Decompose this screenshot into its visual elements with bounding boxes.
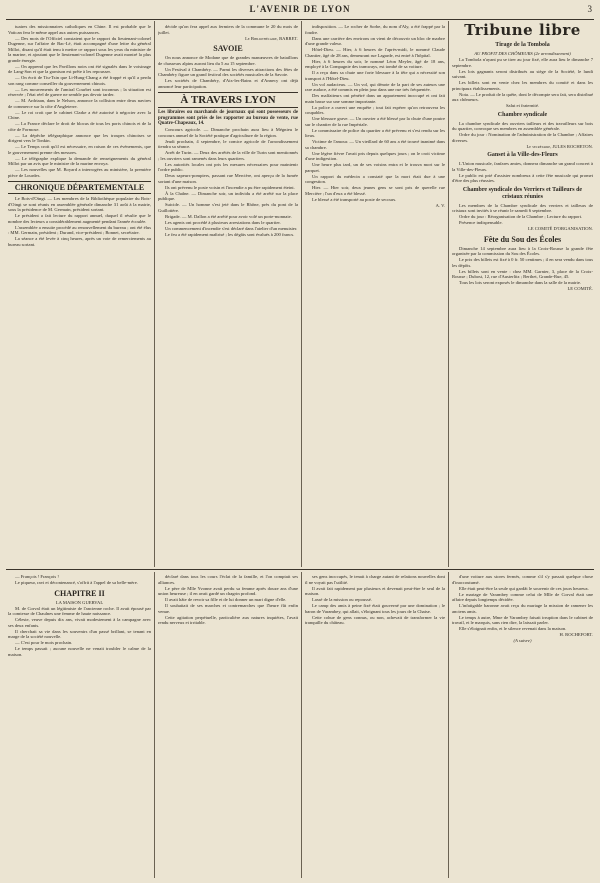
paragraph: Jeudi prochain, 4 septembre, le comice agricole de l'arrondissement tiendra sa séance.: [158, 138, 298, 149]
travers-heading: À TRAVERS LYON: [158, 92, 298, 108]
ecoles-body: [452, 246, 593, 286]
news-briefs: [8, 24, 151, 178]
paragraph: — Le Temps croit qu'il est nécessaire, en raison de ces événements, que le gouvernement prenne des mesures.: [8, 144, 151, 155]
paragraph: La Tombola n'ayant pu se tirer au jour fixé, elle aura lieu le dimanche 7 septembre.: [452, 57, 593, 68]
paragraph: Un commencement d'incendie s'est déclaré dans l'atelier d'un menuisier.: [165, 225, 298, 231]
paragraph: — La France déclare le droit de blocus de tous les ports chinois et de la côte de Formose.: [8, 121, 151, 132]
paragraph: L'infatigable baronne avait reçu du mariage la mission de ramener les anciens amis.: [452, 603, 593, 614]
paragraph: Le temps à autre, Mme de Varambey faisait irruption dans le cabinet de travail, et le marquis, sans rien dire, la laissait parler.: [452, 614, 593, 625]
paragraph: tuaires des missionnaires catholiques en Chine. Il est probable que le Vatican fera le même appel aux autres puissances.: [8, 24, 151, 35]
author-signature: H. ROCHEFORT.: [559, 632, 593, 637]
paragraph: Le prix des billets est fixé à 0 fr. 50 centimes ; il en sera vendu dans tous les dépôts.: [452, 257, 593, 268]
paragraph: Les autorités locales ont pris les mesures nécessaires pour maintenir l'ordre public.: [158, 161, 298, 172]
paragraph: Le public est prié d'assister nombreux à cette fête musicale qui promet d'être des plus réussies.: [452, 172, 593, 183]
paragraph: décide qu'on fera appel aux fermiers de la commune le 20 du mois de juillet.: [158, 24, 298, 35]
verriers-body: [452, 203, 593, 226]
paragraph: Il avait hâte de revoir sa fille et de lui donner un mari digne d'elle.: [165, 597, 287, 602]
column-2: [158, 24, 298, 566]
paragraph: Une blessure grave. — Un ouvrier a été blessé par la chute d'une poutre sur le chantier de la rue Impériale.: [305, 116, 445, 127]
paragraph: Les lots gagnants seront distribués au siège de la Société, le lundi suivant.: [452, 68, 593, 79]
paragraph: L'Union musicale, fanfares amies, donnera dimanche un grand concert à la Ville-des-Fleurs.: [452, 161, 593, 172]
paragraph: Victime de l'amour. — Un vieillard de 60 ans a été trouvé inanimé dans sa chambre.: [305, 139, 445, 150]
paragraph: Le Bois-d'Oingt. — Les membres de la Bibliothèque populaire du Bois-d'Oingt se sont réunis en assemblée générale dimanche 31 août à la mairie, sous la présidence de M. Germain, président sortant.: [8, 196, 151, 212]
paragraph: Un Festival à Chambéry. — Parmi les diverses attractions des fêtes de Chambéry figure un grand festival des sociétés musicales de la Savoie.: [158, 66, 298, 77]
signature: Le Bibliothécaire, BARRET.: [245, 35, 298, 41]
ganset-body: [452, 161, 593, 184]
savoie-body: [158, 55, 298, 89]
paragraph: — Les nouvelles que M. Boyard a interrogées au ministère, la première pièce de Lourdes.: [8, 167, 151, 178]
ganset-heading: Ganset à la Ville-des-Fleurs: [487, 152, 558, 158]
travers-lead: Les libraires ou marchands de journaux qui sont possesseurs de programmes sont priés de les rapporter au bureau de vente, rue Quatre-Chapeaux, 14.: [158, 110, 298, 126]
to-be-continued: (A suivre): [513, 638, 532, 643]
paragraph: Hier. — Hier soir, deux jeunes gens se sont pris de querelle rue Mercière ; l'un d'eux a été blessé.: [305, 185, 445, 196]
paragraph: — C'est pour le mois prochain.: [15, 640, 73, 645]
paragraph: Tous les lots seront exposés le dimanche dans la salle de la mairie.: [459, 280, 582, 285]
paragraph: — Le roi croit que le cabinet Clarke a été autorisé à négocier avec la Chine.: [8, 109, 151, 120]
travers-body: [158, 127, 298, 237]
paragraph: Lassé de la mission ou repoussé.: [312, 597, 372, 602]
paragraph: — La dépêche télégraphique annonce que les troupes chinoises se dirigent vers le Tonkin.: [8, 132, 151, 143]
paragraph: L'assemblée a ensuite procédé au renouvellement du bureau ; ont été élus : MM. Germain, président ; Durand, vice-président ; Bonnet, secrétaire.: [8, 224, 151, 235]
paragraph: Arrêt de Turin. — Deux des arrêtés de la ville de Turin sont mentionnés ; les ouvriers sont ramenés dans leurs quartiers.: [158, 150, 298, 161]
chronicle-body: [8, 196, 151, 247]
header-rule: [6, 19, 594, 20]
column-4: [452, 22, 593, 566]
paragraph: Le mariage de Varambey comme celui de Mlle de Corval était une affaire depuis longtemps décidée.: [452, 591, 593, 602]
paragraph: Hier, à 6 heures du soir, le nommé Léon Meyler, âgé de 18 ans, employé à la Compagnie des tramways, est tombé de sa voiture.: [305, 58, 445, 69]
paragraph: On nous annonce de Modane que de grandes manœuvres de bataillons de chasseurs alpins auront lieu du 5 au 15 septembre.: [158, 55, 298, 66]
ecoles-heading: Fête du Sou des Écoles: [483, 234, 562, 244]
paragraph: Les billets sont en vente : chez MM. Garnier, 3, place de la Croix-Rousse ; Dubost, 12, rue d'Austerlitz ; Berthet, Grande-Rue, 45.: [452, 268, 593, 279]
paragraph: — On écrit de Tiu-Tsin que Li-Hung-Chang a été frappé et qu'il a perdu son rang comme conseiller du gouvernement chinois.: [8, 75, 151, 86]
col2-intro: [158, 24, 298, 35]
column-rule: [154, 21, 155, 567]
paragraph: Concours agricole. — Dimanche prochain aura lieu à Mégnieu le concours annuel de la Société pratique d'agriculture de la région.: [158, 127, 298, 138]
paragraph: d'une voiture aux stores fermés, comme s'il s'y passait quelque chose d'inaccoutumé.: [452, 574, 593, 585]
paragraph: Les billets sont en vente chez les membres du comité et dans les principaux établissements.: [452, 80, 593, 91]
column-rule: [448, 21, 449, 567]
paragraph: — Le télégraphe explique la demande de renseignements du général Millot par un avis que le ministre de la marine envoya.: [8, 155, 151, 166]
feuilleton-column-1: [8, 574, 151, 878]
paragraph: — M. Ardriaan, dans le Nelson, annonce la collision entre deux navires de commerce sur la côte d'Angleterre.: [8, 98, 151, 109]
chapter-heading: CHAPITRE II: [54, 588, 105, 598]
paragraph: M. de Corval était un légitimiste de l'ancienne roche. Il avait épousé par la comtesse de Chaulnes une femme de haute naissance.: [8, 605, 151, 616]
paragraph: À la Chaîne. — Dimanche soir, un individu a été arrêté sur la place publique.: [158, 190, 298, 201]
tribune-heading: Tribune libre: [464, 22, 581, 39]
paragraph: Cette cohue de gens connus, ou non, achevait de transformer la vie tranquille du château.: [305, 614, 445, 625]
paragraph: — Des mots de l'Officiel constatent que le rapport du lieutenant-colonel Dugenne, sur l'affaire de Bac-Lé, était accompagné d'une lettre du général Millot, disant qu'il était tenu à mettre ce rapport sous les yeux du ministre de la marine, et ajoutant que le lieutenant-colonel Dugenne avait montré la plus grande énergie.: [8, 35, 151, 63]
signature: Le secrétaire, JULES ROCHETON.: [526, 143, 593, 149]
chambre-heading: Chambre syndicale: [497, 111, 548, 118]
paragraph: Des malfaiteurs ont pénétré dans un appartement inoccupé et ont fait main basse sur une somme importante.: [305, 93, 445, 104]
paragraph: La police a ouvert une enquête ; tout fait espérer qu'on retrouvera les coupables.: [305, 104, 445, 115]
column-3: [305, 24, 445, 566]
paragraph: Présence indispensable.: [459, 220, 503, 225]
paragraph: Un rapport du médecin a constaté que la mort était due à une congestion.: [305, 173, 445, 184]
paragraph: — Les mouvements de l'amiral Courbet sont inconnus ; la situation est réservée ; l'état réel de guerre ne semble pas devoir tarder.: [8, 86, 151, 97]
paragraph: Deux sapeurs-pompiers, passant rue Mercière, ont aperçu de la fumée sortant d'une maison.: [158, 173, 298, 184]
paragraph: Céleste, veuve depuis dix ans, vivait modestement à la campagne avec ses deux enfants.: [8, 617, 151, 628]
paragraph: Ordre du jour : Réorganisation de la Chambre ; Lecture du rapport.: [459, 214, 583, 219]
paragraph: Le temps passait ; aucune nouvelle ne venait troubler le calme de la maison.: [8, 646, 151, 657]
paragraph: Suicide. — Un homme s'est jeté dans le Rhône, près du pont de la Guillotière.: [158, 202, 298, 213]
paragraph: — François ! François !: [15, 574, 59, 579]
feuilleton-column-4: [452, 574, 593, 878]
paragraph: Elle était peut-être la seule qui gardât le souvenir de ces jours heureux.: [459, 585, 589, 591]
feuilleton-text: [452, 574, 593, 632]
chronicle-heading: CHRONIQUE DÉPARTEMENTALE: [8, 181, 151, 194]
paragraph: Hôtel-Dieu. — Hier, à 6 heures de l'après-midi, le nommé Claude Chantier, âgé de 28 ans, demeurant rue Lagarde, est entré à l'hôpital.: [305, 47, 445, 58]
column-rule: [301, 21, 302, 567]
paragraph: Dimanche 14 septembre aura lieu à la Croix-Rousse la grande fête organisée par la commission du Sou des Écoles.: [452, 245, 593, 256]
loterie-heading: Tirage de la Tombola: [495, 42, 550, 48]
newspaper-title: L'AVENIR DE LYON: [249, 4, 351, 14]
paragraph: Cette agitation perpétuelle, particulière aux natures inquiètes, l'avait rendu nerveux et irritable.: [158, 614, 298, 625]
paragraph: Une légère fièvre l'avait pris depuis quelques jours ; on le croit victime d'une indigestion.: [305, 150, 445, 161]
paragraph: Le camp des amis à peine fixé était gouverné par une domination ; le baron de Varambey, qui allait, s'éloignant tous les jours de la Chaise.: [305, 603, 445, 614]
feuilleton-opening: [8, 574, 151, 586]
column-1: [8, 24, 151, 566]
paragraph: Un vol audacieux. — Un vol, qui dénote de la part de ses auteurs une rare audace, a été commis en plein jour dans une rue très fréquentée.: [305, 81, 445, 92]
paragraph: Ils ont prévenu le poste voisin et l'incendie a pu être rapidement éteint.: [165, 184, 295, 190]
loterie-subheading: AU PROFIT DES CHÔMEURS (2e arrondissement): [474, 51, 571, 56]
chambre-body: [452, 121, 593, 144]
paragraph: Ordre du jour : Nomination de l'administration de la Chambre ; Affaires diverses.: [452, 132, 593, 143]
paragraph: Il avait fait rapidement par plusieurs et devenait peut-être le seul de la maison.: [305, 585, 445, 596]
paragraph: Le feu a été rapidement maîtrisé ; les dégâts sont évalués à 200 francs.: [165, 231, 295, 237]
feuilleton-rule: [6, 569, 594, 570]
paragraph: indisposition. — Le rocher de Sorbe, du nom d'Aly, a été frappé par la foudre.: [305, 24, 445, 35]
signature: LE COMITÉ D'ORGANISATION.: [527, 226, 593, 231]
paragraph: Les agents ont procédé à plusieurs arrestations dans le quartier.: [165, 219, 281, 225]
paragraph: Dans une carrière des environs on vient de découvrir un bloc de marbre d'une grande valeur.: [305, 35, 445, 46]
local-news: [305, 24, 445, 202]
paragraph: Le blessé a été transporté au poste de secours.: [312, 196, 397, 202]
paragraph: déclaré dans tous les cours l'éclat de la famille, et l'on comptait ses alliances.: [158, 574, 298, 585]
feuilleton-column-3: [305, 574, 445, 878]
paragraph: — On apprend que les Pavillons noirs ont été signalés dans le voisinage de Lang-Son et que la garnison est prête à les repousser.: [8, 63, 151, 74]
paragraph: Le commissaire de police du quartier a été prévenu et s'est rendu sur les lieux.: [305, 127, 445, 138]
paragraph: Les sociétés de Chambéry, d'Aix-les-Bains et d'Annecy ont déjà annoncé leur participation.: [158, 78, 298, 89]
page-header: [8, 4, 592, 18]
paragraph: Une heure plus tard, un de ses voisins entra et le trouva mort sur le parquet.: [305, 162, 445, 173]
signature: LE COMITÉ.: [567, 286, 593, 291]
paragraph: La chambre syndicale des ouvriers tailleurs et des travailleurs sur bois du quartier, convoque ses membres en assemblée générale.: [452, 120, 593, 131]
signature: A. V.: [435, 202, 445, 208]
paragraph: Brigade. — M. Dallon a été arrêté pour avoir volé un porte-monnaie.: [165, 213, 292, 219]
salutation: Salut et fraternité.: [505, 103, 540, 108]
page-number: 3: [587, 4, 592, 14]
verriers-heading: Chambre syndicale des Verriers et Tailleurs de cristaux réunies: [462, 186, 583, 200]
chapter-body: [8, 606, 151, 658]
column-rule: [448, 572, 449, 878]
column-rule: [154, 572, 155, 878]
paragraph: Le père de Mlle Yvonne avait perdu sa femme après douze ans d'une union heureuse ; il en avait gardé un chagrin profond.: [158, 585, 298, 596]
paragraph: Le piqueur, ravi et décontenancé, s'offrit à l'appel de sa belle-mère.: [15, 580, 138, 585]
column-rule: [301, 572, 302, 878]
paragraph: Nota. — Le produit de la quête, dont le décompte sera fait, sera distribué aux chômeurs.: [452, 91, 593, 102]
paragraph: Elle s'éloignait enfin, et le silence revenait dans la maison.: [459, 626, 567, 631]
paragraph: La séance a été levée à cinq heures, après un vote de remerciements au bureau sortant.: [8, 236, 151, 247]
paragraph: ses gens inoccupés, le tenait à charge autant de relations nouvelles dont il ne voyait pas l'utilité.: [305, 574, 445, 585]
paragraph: Il cherchait sa vie dans les souvenirs d'un passé brillant, se tenant en marge de la société nouvelle.: [8, 628, 151, 639]
feuilleton-column-2: [158, 574, 298, 878]
feuilleton-text: [158, 574, 298, 626]
paragraph: Les membres de la Chambre syndicale des verriers et tailleurs de cristaux sont invités à se réunir le samedi 6 septembre.: [452, 202, 593, 213]
paragraph: Le président a fait lecture du rapport annuel, duquel il résulte que le nombre des lecteurs a considérablement augmenté pendant l'année écoulée.: [8, 213, 151, 224]
paragraph: Il souhaitait de ses marches et contremarches que l'heure fût enfin venue.: [158, 603, 298, 614]
savoie-heading: SAVOIE: [213, 44, 243, 53]
chapter-subtitle: LA MAISON GUERVAL: [55, 599, 104, 605]
loterie-body: [452, 57, 593, 103]
paragraph: Il a reçu dans sa chute une forte blessure à la tête qui a nécessité son transport à l'Hôtel-Dieu.: [305, 70, 445, 81]
feuilleton-text: [305, 574, 445, 626]
